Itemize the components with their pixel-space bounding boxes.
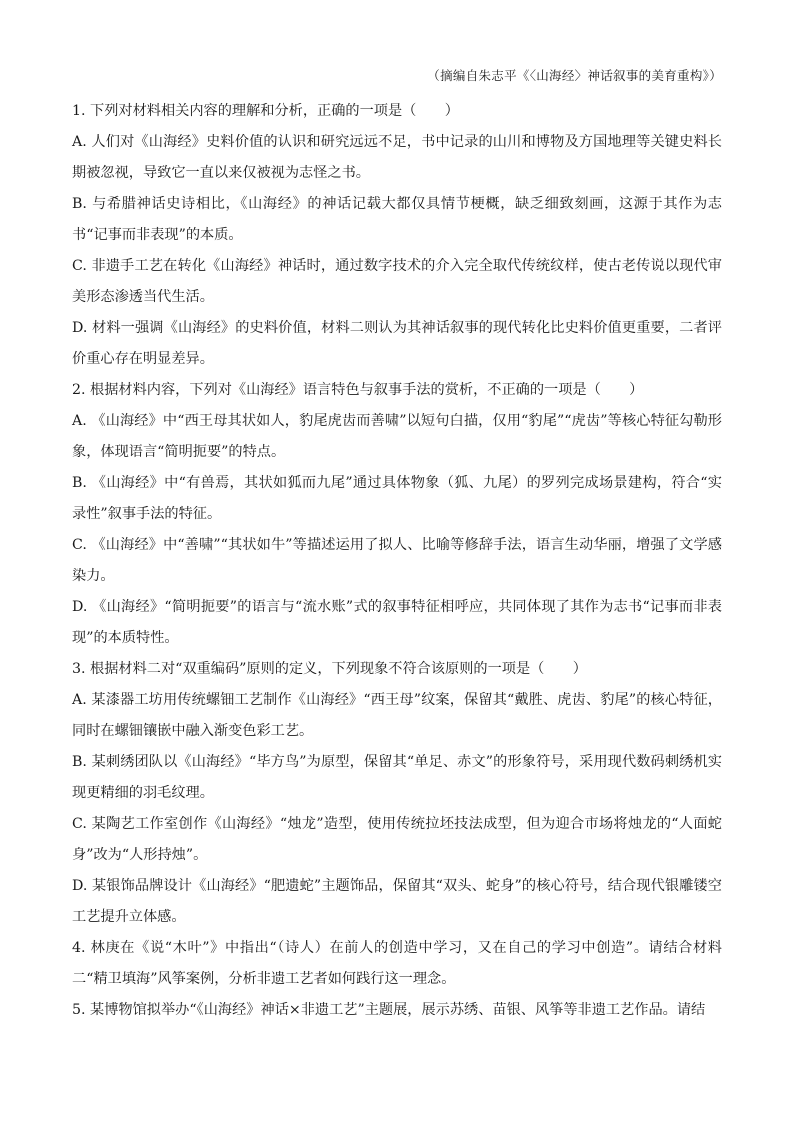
question-stem: 2. 根据材料内容，下列对《山海经》语言特色与叙事手法的赏析，不正确的一项是（ ） (72, 382, 644, 398)
question-list (72, 96, 722, 1026)
option-c: C. 《山海经》中“善啸”“其状如牛”等描述运用了拟人、比喻等修辞手法，语言生动华丽，增强了文学感染力。 (72, 537, 722, 584)
question-stem: 1. 下列对材料相关内容的理解和分析，正确的一项是（ ） (72, 103, 459, 119)
option-c: C. 某陶艺工作室创作《山海经》“烛龙”造型，使用传统拉坯技法成型，但为迎合市场将烛龙的“人面蛇身”改为“人形持烛”。 (72, 816, 722, 863)
option-b: B. 某刺绣团队以《山海经》“毕方鸟”为原型，保留其“单足、赤文”的形象符号，采用现代数码刺绣机实现更精细的羽毛纹理。 (72, 754, 722, 801)
option-a: A. 某漆器工坊用传统螺钿工艺制作《山海经》“西王母”纹案，保留其“戴胜、虎齿、豹尾”的核心特征，同时在螺钿镶嵌中融入渐变色彩工艺。 (72, 692, 722, 739)
question-5 (72, 995, 722, 1026)
option-a: A. 人们对《山海经》史料价值的认识和研究远远不足，书中记录的山川和博物及方国地理等关键史料长期被忽视，导致它一直以来仅被视为志怪之书。 (72, 134, 722, 181)
question-stem: 4. 林庚在《说“木叶”》中指出“（诗人）在前人的创造中学习，又在自己的学习中创造”。请结合材料二“精卫填海”风筝案例，分析非遗工艺者如何践行这一理念。 (72, 940, 722, 987)
option-a: A. 《山海经》中“西王母其状如人，豹尾虎齿而善啸”以短句白描，仅用“豹尾”“虎齿”等核心特征勾勒形象，体现语言“简明扼要”的特点。 (72, 413, 722, 460)
option-d: D. 《山海经》“简明扼要”的语言与“流水账”式的叙事特征相呼应，共同体现了其作为志书“记事而非表现”的本质特性。 (72, 599, 722, 646)
option-b: B. 《山海经》中“有兽焉，其状如狐而九尾”通过具体物象（狐、九尾）的罗列完成场景建构，符合“实录性”叙事手法的特征。 (72, 475, 722, 522)
question-2 (72, 375, 722, 654)
question-3 (72, 654, 722, 933)
question-4 (72, 933, 722, 995)
question-stem: 5. 某博物馆拟举办“《山海经》神话×非遗工艺”主题展，展示苏绣、苗银、风筝等非遗工艺作品。请结 (72, 1002, 706, 1018)
option-d: D. 材料一强调《山海经》的史料价值，材料二则认为其神话叙事的现代转化比史料价值更重要，二者评价重心存在明显差异。 (72, 320, 722, 367)
option-d: D. 某银饰品牌设计《山海经》“肥遗蛇”主题饰品，保留其“双头、蛇身”的核心符号，结合现代银雕镂空工艺提升立体感。 (72, 878, 722, 925)
question-1 (72, 96, 722, 375)
question-stem: 3. 根据材料二对“双重编码”原则的定义，下列现象不符合该原则的一项是（ ） (72, 661, 587, 677)
option-c: C. 非遗手工艺在转化《山海经》神话时，通过数字技术的介入完全取代传统纹样，使古老传说以现代审美形态渗透当代生活。 (72, 258, 722, 305)
source-citation: （摘编自朱志平《〈山海经〉神话叙事的美育重构》） (427, 68, 722, 83)
option-b: B. 与希腊神话史诗相比，《山海经》的神话记载大都仅具情节梗概，缺乏细致刻画，这源于其作为志书“记事而非表现”的本质。 (72, 196, 722, 243)
